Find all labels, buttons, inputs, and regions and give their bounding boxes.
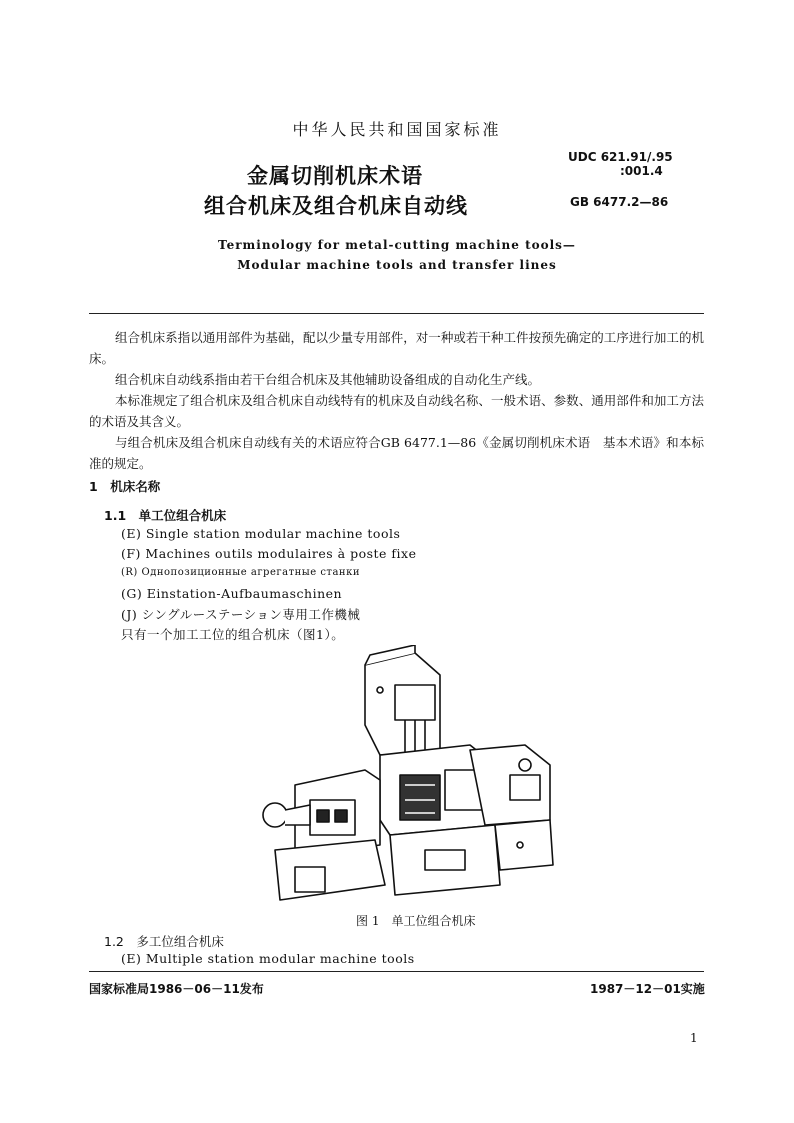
section-1-2-heading: 1.2 多工位组合机床: [104, 934, 224, 949]
intro-text: [89, 327, 704, 474]
udc-code-line2: :001.4: [620, 164, 663, 178]
footer-rule: [89, 971, 704, 972]
term-french: (F) Machines outils modulaires à poste fixe: [121, 546, 417, 561]
title-cn-line1: 金属切削机床术语: [247, 164, 423, 188]
term-english: (E) Single station modular machine tools: [121, 526, 401, 541]
figure-1-caption: 图 1 单工位组合机床: [356, 914, 476, 928]
term-german: (G) Einstation-Aufbaumaschinen: [121, 586, 343, 601]
intro-paragraph-4: 与组合机床及组合机床自动线有关的术语应符合GB 6477.1—86《金属切削机床术语 基本术语》和本标准的规定。: [89, 435, 704, 471]
term-english-1-2: (E) Multiple station modular machine tools: [121, 951, 415, 966]
page-number: 1: [690, 1031, 698, 1045]
title-en-line1: Terminology for metal-cutting machine tools—: [218, 238, 576, 252]
section-1-heading: 1 机床名称: [89, 479, 161, 494]
term-russian: (R) Однопозиционные агрегатные станки: [121, 567, 361, 578]
issue-date: 国家标准局1986－06－11发布: [89, 982, 264, 996]
title-cn-line2: 组合机床及组合机床自动线: [204, 194, 468, 218]
title-en-line2: Modular machine tools and transfer lines: [237, 258, 557, 272]
udc-code-line1: UDC 621.91/.95: [568, 150, 673, 164]
section-1-1-heading: 1.1 单工位组合机床: [104, 508, 227, 523]
term-definition: 只有一个加工工位的组合机床（图1）。: [121, 627, 345, 642]
standard-category: 中华人民共和国国家标准: [292, 120, 502, 139]
intro-paragraph-3: 本标准规定了组合机床及组合机床自动线特有的机床及自动线名称、一般术语、参数、通用部件和加工方法的术语及其含义。: [89, 393, 704, 429]
gb-number: GB 6477.2—86: [570, 195, 669, 209]
single-station-machine-figure: [255, 645, 560, 905]
intro-paragraph-1: 组合机床系指以通用部件为基础，配以少量专用部件，对一种或若干种工件按预先确定的工序进行加工的机床。: [89, 330, 704, 366]
term-japanese: (J) シングルーステーション専用工作機械: [121, 607, 361, 622]
header-rule: [89, 313, 704, 314]
effective-date: 1987－12－01实施: [590, 982, 705, 996]
intro-paragraph-2: 组合机床自动线系指由若干台组合机床及其他辅助设备组成的自动化生产线。: [115, 372, 541, 387]
